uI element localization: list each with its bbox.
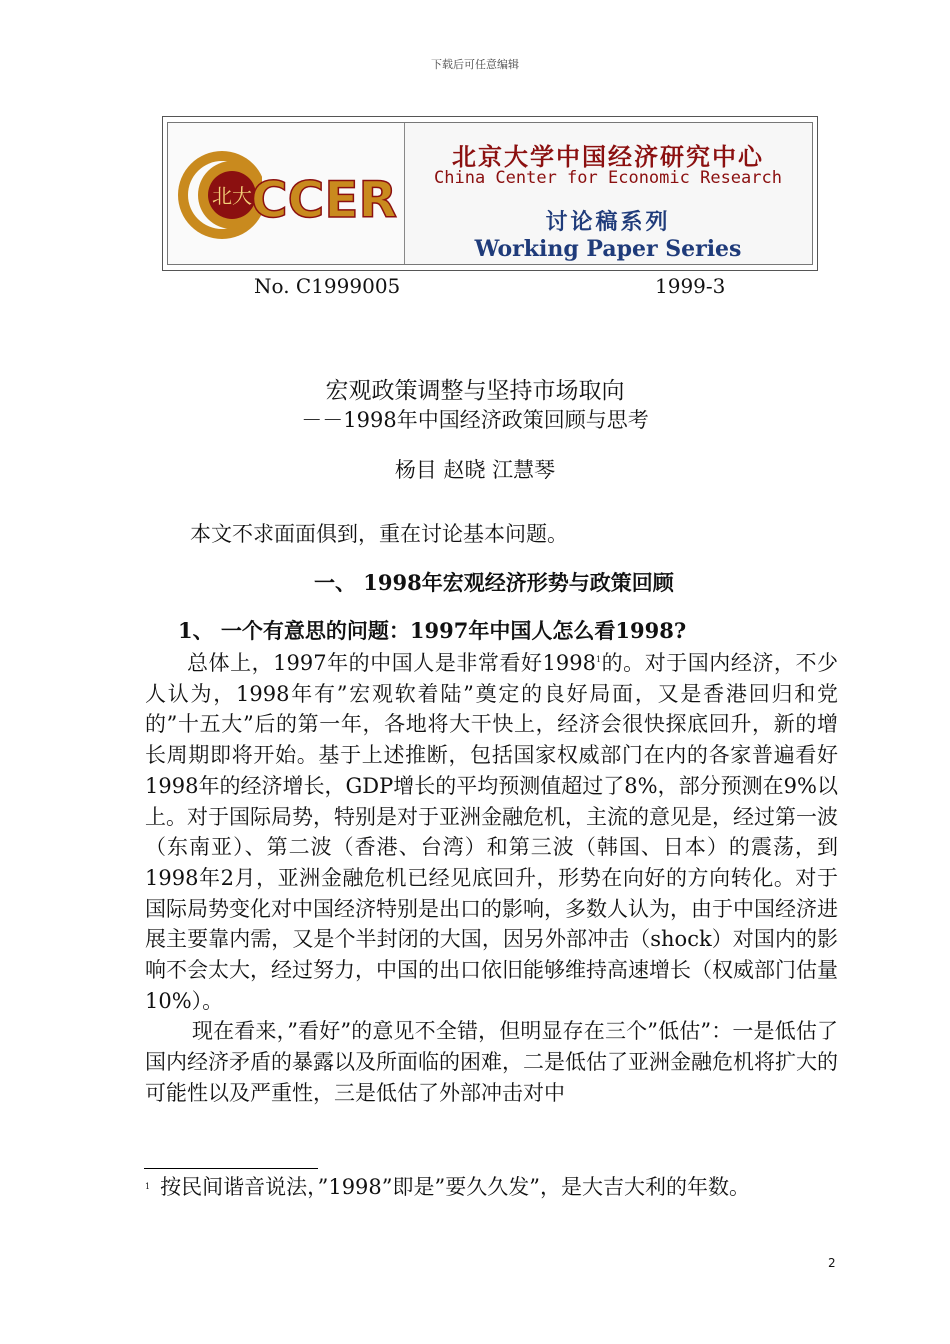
paper-title: 宏观政策调整与坚持市场取向 [325,378,625,404]
logo-seal: 北大 [212,184,252,208]
footnote-divider [144,1168,318,1169]
ccer-logo [168,123,405,264]
paper-date: 1999-3 [655,274,726,298]
paragraph-1 [145,645,838,1016]
footnote-text: 按民间谐音说法，”1998”即是”要久久发”，是大吉大利的年数。 [160,1175,750,1199]
paper-number: No. C1999005 [254,274,401,298]
page-number: 2 [828,1256,836,1270]
paragraph-2: 现在看来，”看好”的意见不全错，但明显存在三个”低估”：一是低估了国内经济矛盾的暴露以及所面临的困难，二是低估了亚洲金融危机将扩大的可能性以及严重性，三是低估了外部冲击对中 [145,1019,838,1105]
center-name-en: China Center for Economic Research [434,168,782,188]
banner-text [404,123,812,264]
footnote-ref[interactable]: 1 [595,655,602,664]
body-text [145,645,838,1109]
subsection-heading: 1、 一个有意思的问题：1997年中国人怎么看1998? [178,618,687,643]
abstract-line: 本文不求面面俱到，重在讨论基本问题。 [190,522,568,546]
series-name-cn: 讨论稿系列 [545,209,671,235]
paragraph-1-start: 总体上，1997年的中国人是非常看好1998 [187,651,596,675]
ccer-logo-icon [172,127,398,263]
ccer-banner [162,116,818,271]
center-name-cn: 北京大学中国经济研究中心 [452,142,764,171]
authors: 杨目 赵晓 江慧琴 [394,458,556,482]
footnote [145,1172,835,1202]
series-name-en: Working Paper Series [474,236,742,262]
paragraph-1-rest: 的。对于国内经济，不少人认为，1998年有”宏观软着陆”奠定的良好局面，又是香港回归和党的”十五大”后的第一年，各地将大干快上，经济会很快探底回升，新的增长周期即将开始。基于上述推断，包括国家权威部门在内的各家普遍看好1998年的经济增长，GDP增长的平均预测值超过了8%，部分预测在9%以上。对于国际局势，特别是对于亚洲金融危机，主流的意见是，经过第一波（东南亚）、第二波（香港、台湾）和第三波（韩国、日本）的震荡，到1998年2月，亚洲金融危机已经见底回升，形势在向好的方向转化。对于国际局势变化对中国经济特别是出口的影响，多数人认为，由于中国经济进展主要靠内需，又是个半封闭的大国，因另外部冲击（shock）对国内的影响不会太大，经过努力，中国的出口依旧能够维持高速增长（权威部门估量10%）。 [145,651,839,1013]
logo-text: CCER [250,171,398,229]
footnote-mark: 1 [145,1182,151,1191]
section-heading: 一、 1998年宏观经济形势与政策回顾 [314,570,674,595]
top-note: 下载后可任意编辑 [431,58,519,71]
paper-subtitle: －－1998年中国经济政策回顾与思考 [301,408,649,432]
banner-frame [167,122,813,265]
